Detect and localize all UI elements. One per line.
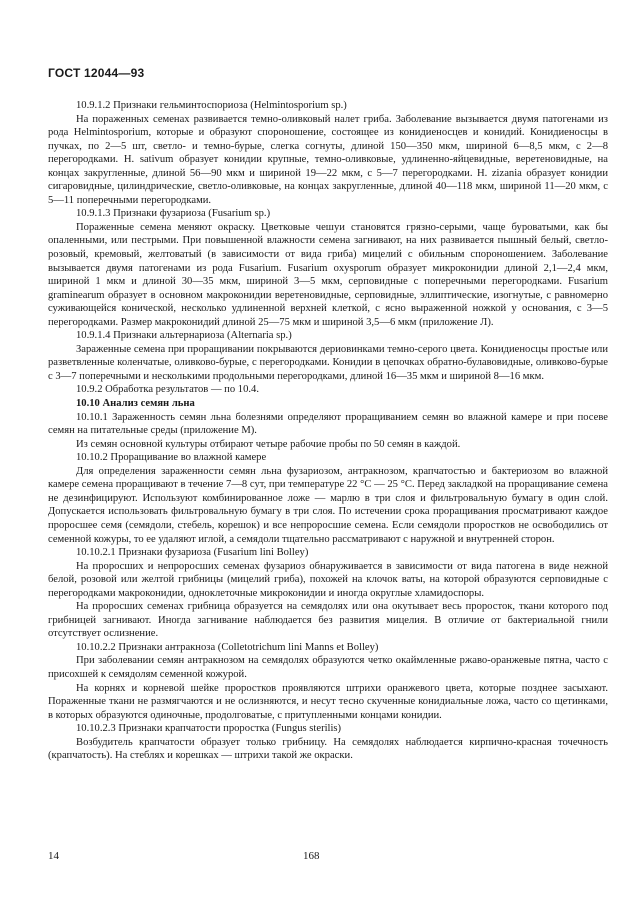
document-header: ГОСТ 12044—93 — [48, 66, 145, 80]
body-paragraph: Возбудитель крапчатости образует только грибницу. На семядолях наблюдается кирпично-красная точечность (крапчатость). На стеблях и корешках — штрихи такой же окраски. — [48, 736, 608, 762]
body-paragraph: На проросших семенах грибница образуется на семядолях или она окутывает весь проросток, ткани которого под грибницей загнивают. Иногда загнивание наблюдается без развития мицелия. В отличие от бактериальной гнили отсутствует ослизнение. — [48, 601, 608, 640]
subsection-heading: 10.10.2.1 Признаки фузариоза (Fusarium lini Bolley) — [76, 547, 309, 559]
subsection-heading: 10.9.1.2 Признаки гельминтоспориоза (Helmintosporium sp.) — [76, 100, 347, 111]
body-paragraph: На проросших и непроросших семенах фузариоз обнаруживается в зависимости от вида патогена в виде нежной белой, розовой или желтой грибницы (мицелий гриба), похожей на клочок ваты, на которой образуются серповидные с перегородками макроконидии, одноклеточные микроконидии и иногда округлые хламидоспоры. — [48, 560, 608, 599]
subsection-heading: 10.9.1.3 Признаки фузариоза (Fusarium sp.) — [76, 208, 271, 220]
body-paragraph: Для определения зараженности семян льна фузариозом, антракнозом, крапчатостью и бактериозом во влажной камере семена проращивают в течение 7—8 сут, при температуре 22 °С — 25 °С. Перед закладкой на проращивание семена не дезинфицируют. Используют комбинированное ложе — марлю в три слоя и фильтровальную бумагу в один слой. Допускается использовать фильтровальную бумагу в три слоя. По истечении срока проращивания просматривают каждое проросшее семя (семядоли, стебель, корешок) и все непроросшие семена. Если семядоли проростков не освободились от семенной кожуры, то ее удаляют иглой, а семядоли тщательно рассматривают с наружной и внутренней сторон. — [48, 465, 608, 545]
subsection-heading: 10.10.2.2 Признаки антракноза (Colletotrichum lini Manns et Bolley) — [76, 641, 379, 653]
subsection-heading: 10.9.1.4 Признаки альтернариоза (Alternaria sp.) — [76, 330, 292, 342]
body-paragraph: При заболевании семян антракнозом на семядолях образуются четко окаймленные ржаво-оранжевые пятна, часто с присохшей к семядолям семенной кожурой. — [48, 655, 608, 680]
page-number-center: 168 — [303, 850, 320, 862]
subsection-heading: 10.10.2.3 Признаки крапчатости проростка (Fungus sterilis) — [76, 723, 342, 735]
body-paragraph: 10.10.1 Зараженность семян льна болезнями определяют проращиванием семян во влажной камере и при посеве семян на питательные среды (приложение М). — [48, 411, 608, 437]
subsection-heading: 10.10.2 Проращивание во влажной камере — [76, 452, 267, 464]
body-paragraph: Пораженные семена меняют окраску. Цветковые чешуи становятся грязно-серыми, чаще буроватыми, как бы опаленными, или пестрыми. При повышенной влажности семена загнивают, на них развивается пышный белый, светло-розовый, кремовый, желтоватый (в зависимости от вида гриба) мицелий с обильным спороношением. Заболевание вызывается двумя патогенами из рода Fusarium. Fusarium oxysporum образует микроконидии длиной 2,1—2,4 мкм, шириной 1 мкм и длиной 30—35 мкм, шириной 3—5 мкм, серповидные с поперечными перегородками. Fusarium graminearum образует в основном макроконидии веретеновидные, серповидные, эллиптические, изогнутые, с равномерно суживающейся конической, несколько удлиненной верхней клеткой, с ясно выраженной ножкой у основания, с 3—5 перегородками. Размер макроконидий длиной 25—75 мкм и шириной 3,5—6 мкм (приложение Л). — [48, 221, 608, 328]
body-paragraph: Зараженные семена при проращивании покрываются дериовинками темно-серого цвета. Конидиеносцы простые или разветвленные коленчатые, оливково-бурые, с перегородками. Конидии в цепочках обратно-булавовидные, оливково-бурые с 3—7 поперечными и несколькими продольными перегородками, длиной 16—35 мкм и шириной 8—16 мкм. — [48, 343, 608, 382]
section-heading: 10.10 Анализ семян льна — [76, 398, 195, 410]
document-body — [48, 99, 608, 763]
page-number-left: 14 — [48, 850, 59, 862]
body-paragraph: Из семян основной культуры отбирают четыре рабочие пробы по 50 семян в каждой. — [76, 438, 461, 450]
body-paragraph: На пораженных семенах развивается темно-оливковый налет гриба. Заболевание вызывается двумя патогенами из рода Helmintosporium, которые и образуют спороношение, состоящее из конидиеносцев и конидий. Конидиеносцы в пучках, по 2—5 шт, светло- и темно-бурые, слегка согнуты, длиной 150—350 мкм, шириной 6—8,5 мкм, с 2—8 перегородками. H. sativum образует конидии крупные, темно-оливковые, удлиненно-яйцевидные, веретеновидные, на концах закругленные, длиной 56—90 мкм и шириной 19—22 мкм, с 5—7 перегородками. H. zizania образует конидии сигаровидные, цилиндрические, светло-оливковые, на концах закругленные, длиной 40—118 мкм, шириной 11—20 мкм, с 5—11 поперечными перегородками. — [48, 113, 608, 206]
body-paragraph: 10.9.2 Обработка результатов — по 10.4. — [76, 384, 259, 396]
body-paragraph: На корнях и корневой шейке проростков проявляются штрихи оранжевого цвета, которые позднее засыхают. Пораженные ткани не размягчаются и не ослизняются, и несут тесно скученные конидиальные ложа, часто со щетинками, в которых образуются одиночные, продолговатые, с притупленными концами конидии. — [48, 682, 608, 721]
